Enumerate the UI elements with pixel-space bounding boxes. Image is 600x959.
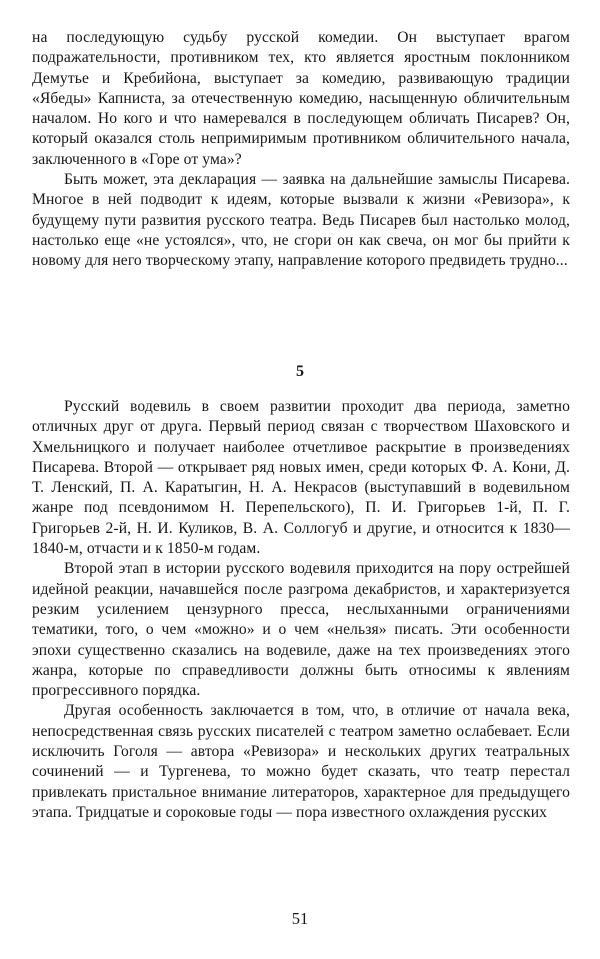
paragraph: Другая особенность заключается в том, что, в отличие от начала века, непосредственная связь русских писателей с театром заметно ослабевает. Если исключить Гоголя — автора «Ревизора» и нескольких других театральных сочинений — и Тургенева, то можно будет сказать, что театр перестал привлекать пристальное внимание литераторов, характерное для предыдущего этапа. Тридцатые и сороковые годы — пора известного охлаждения русских — [32, 702, 570, 821]
text-block-top — [32, 28, 570, 272]
section-number: 5 — [296, 363, 304, 380]
paragraph: Быть может, эта декларация — заявка на дальнейшие замыслы Писарева. Многое в ней подводит к идеям, которые вызвали к жизни «Ревизора», к будущему пути развития русского театра. Ведь Писарев был настолько молод, настолько еще «не устоялся», что, не сгори он как свеча, он мог бы прийти к новому для него творческому этапу, направление которого предвидеть трудно... — [32, 171, 570, 270]
text-block-bottom — [32, 397, 570, 823]
paragraph: Русский водевиль в своем развитии проходит два периода, заметно отличных друг от друга. Первый период связан с творчеством Шаховского и Хмельницкого и получает наиболее отчетливое раскрытие в произведениях Писарева. Второй — открывает ряд новых имен, среди которых Ф. А. Кони, Д. Т. Ленский, П. А. Каратыгин, Н. А. Некрасов (выступавший в водевильном жанре под псевдонимом Н. Перепельского), П. И. Григорьев 1-й, П. Г. Григорьев 2-й, Н. И. Куликов, В. А. Соллогуб и другие, и относится к 1830—1840-м, отчасти и к 1850-м годам. — [32, 398, 570, 558]
page-number: 51 — [291, 909, 309, 928]
paragraph: Второй этап в истории русского водевиля приходится на пору острейшей идейной реакции, начавшейся после разгрома декабристов, и характеризуется резким усилением цензурного пресса, неслыханными ограничениями тематики, того, о чем «можно» и о чем «нельзя» писать. Эти особенности эпохи существенно сказались на водевиле, даже на тех произведениях этого жанра, которые по справедливости должны быть относимы к явлениям прогрессивного порядка. — [32, 560, 570, 700]
paragraph-continuation: на последующую судьбу русской комедии. Он выступает врагом подражательности, противником тех, кто является яростным поклонником Демутье и Кребийона, выступает за комедию, развивающую традиции «Ябеды» Капниста, за отечественную комедию, насыщенную обличительным началом. Но кого и что намеревался в последующем обличать Писарев? Он, который оказался столь непримиримым противником обличительного начала, заключенного в «Горе от ума»? — [32, 29, 570, 168]
